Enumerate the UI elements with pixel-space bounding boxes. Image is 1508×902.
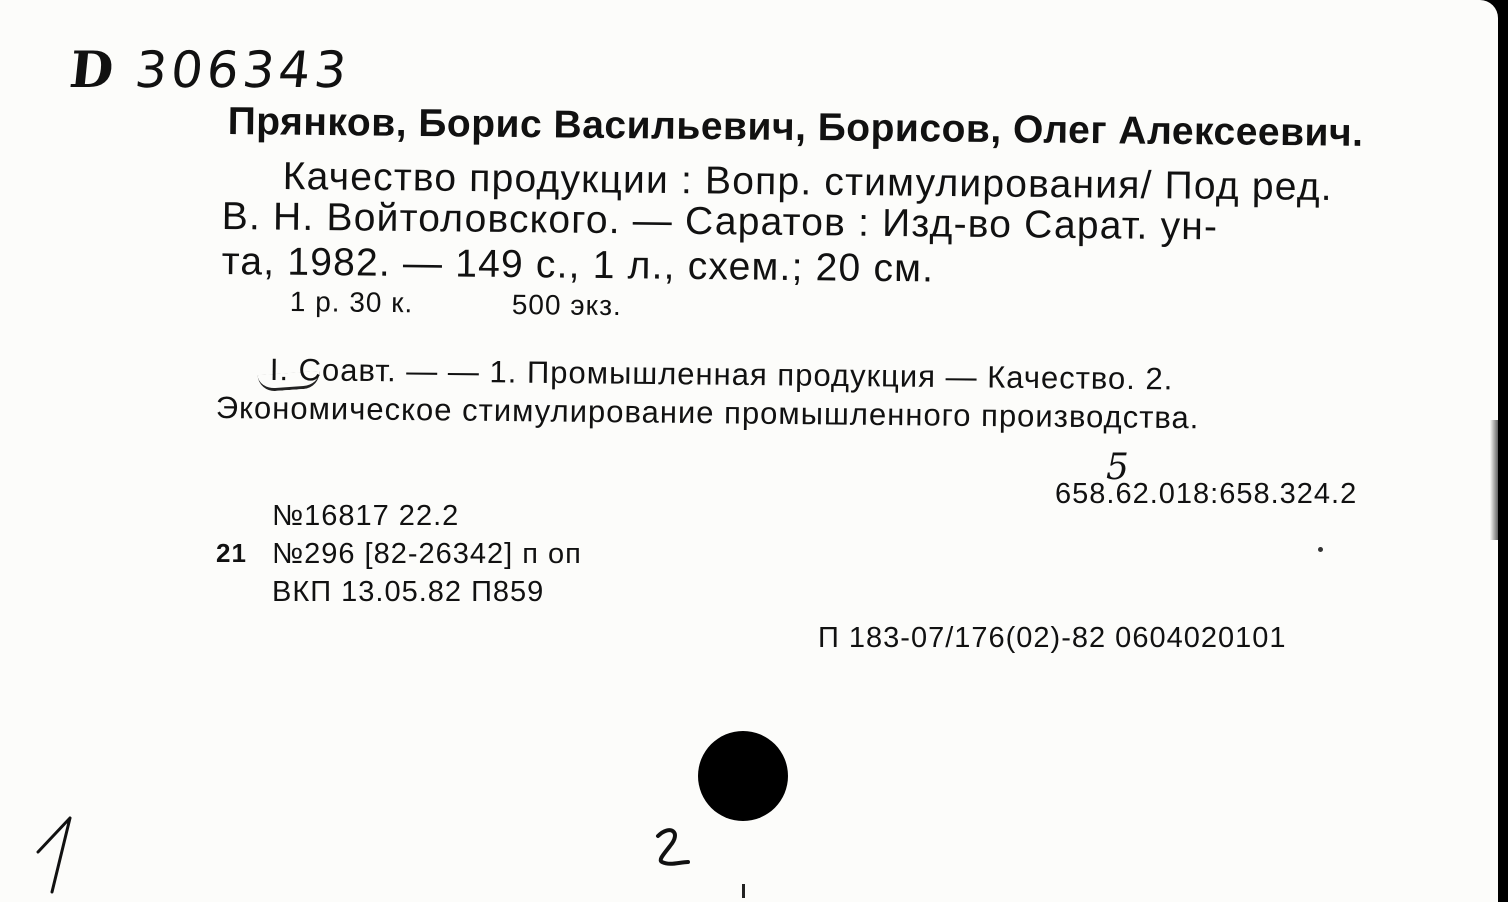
inventory-digits: 306343 <box>132 41 354 99</box>
price-line: 1 р. 30 к. <box>289 286 414 319</box>
card-edge <box>1498 0 1508 902</box>
inventory-number <box>67 40 353 99</box>
handwritten-1 <box>30 800 90 900</box>
title-line-3: та, 1982. — 149 с., 1 л., схем.; 20 см. <box>221 240 935 291</box>
title-line-2: В. Н. Войтоловского. — Саратов : Изд-во Сарат. ун- <box>221 195 1219 249</box>
classification-index: 658.62.018:658.324.2 <box>1055 478 1358 510</box>
inventory-prefix: D <box>66 40 121 99</box>
ref-prefix: 21 <box>216 538 247 568</box>
ref-line-3: ВКП 13.05.82 П859 <box>272 576 545 608</box>
subject-line-1: I. Соавт. — — 1. Промышленная продукция — Качество. 2. <box>269 352 1174 397</box>
publisher-code: П 183-07/176(02)-82 0604020101 <box>818 622 1287 654</box>
ref-line-1: №16817 22.2 <box>272 500 460 532</box>
bottom-tick <box>742 884 745 898</box>
handwritten-2 <box>648 822 696 872</box>
speck <box>1318 547 1323 552</box>
subject-line-2: Экономическое стимулирование промышленного производства. <box>215 390 1200 436</box>
copies-line: 500 экз. <box>511 289 622 322</box>
authors-heading: Прянков, Борис Васильевич, Борисов, Олег Алексеевич. <box>227 100 1364 155</box>
title-line-1: Качество продукции : Вопр. стимулирования/ Под ред. <box>282 155 1334 209</box>
punch-hole <box>698 731 788 821</box>
ref-line-2: №296 [82-26342] п оп <box>272 538 582 570</box>
handwritten-mark: 5 <box>1106 447 1129 488</box>
edge-shadow <box>1490 420 1498 540</box>
